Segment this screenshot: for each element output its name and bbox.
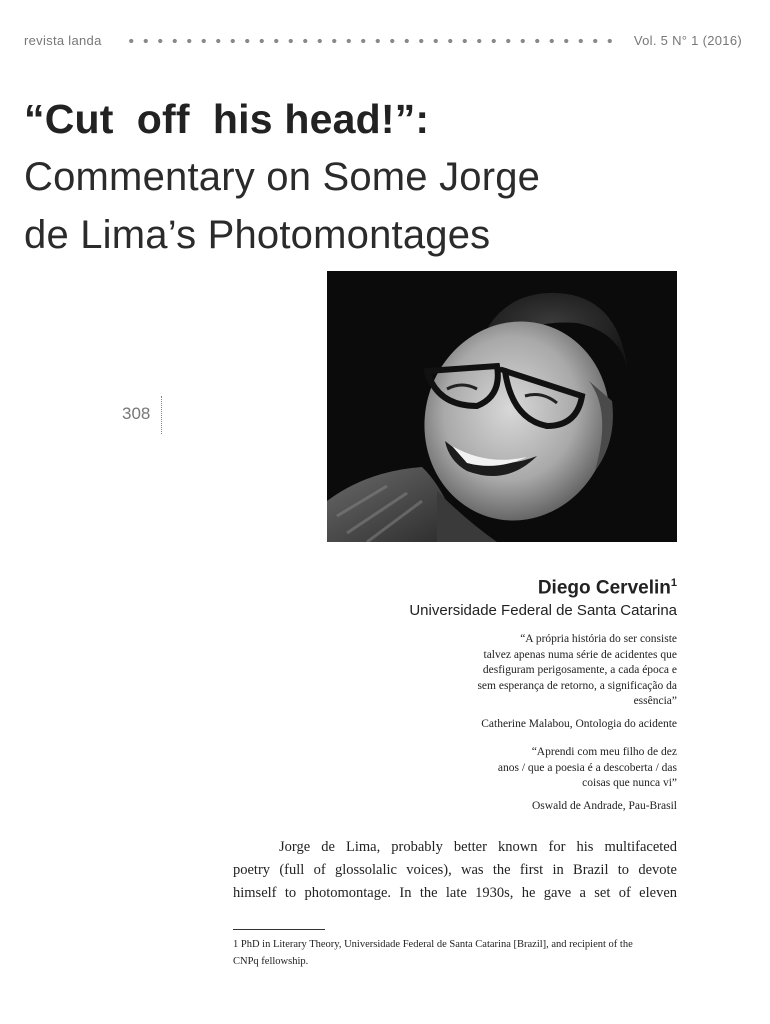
epigraph-line: coisas que nunca vi” [582,777,677,789]
epigraph-line: “A própria história do ser consiste [520,633,677,645]
portrait-illustration [327,271,677,542]
author-affiliation: Universidade Federal de Santa Catarina [409,602,677,620]
title-subtitle-line1: Commentary on Some Jorge [24,155,541,199]
title-main: “Cut off his head!”: [24,96,430,142]
issue-info: Vol. 5 N° 1 (2016) [633,33,742,48]
page-number: 308 [122,404,151,423]
author-block [409,577,677,619]
epigraph-attribution: Catherine Malabou, Ontologia do acidente [481,717,677,730]
body-line: poetry (full of glossolalic voices), was the first in Brazil to devote [233,862,677,878]
page-number-divider [161,396,162,434]
body-line: himself to photomontage. In the late 1930s, he gave a set of eleven [233,885,677,901]
author-name [409,577,677,599]
author-footnote-marker: 1 [670,577,677,589]
author-portrait-photo [327,271,677,542]
footnote [233,936,677,970]
author-name-text: Diego Cervelin [537,577,671,599]
footnote-line: 1 PhD in Literary Theory, Universidade Federal de Santa Catarina [Brazil], and recipient of the [233,939,633,950]
header-dot-leader [124,38,612,44]
footnote-rule [233,929,325,930]
epigraph-line: sem esperança de retorno, a significação da [477,679,677,692]
body-line: Jorge de Lima, probably better known for his multifaceted [279,839,677,855]
footnote-line: CNPq fellowship. [233,956,309,967]
epigraph-malabou [477,632,677,732]
epigraph-line: anos / que a poesia é a descoberta / das [497,761,677,774]
running-header [24,33,742,51]
epigraph-line: desfiguram perigosamente, a cada época e [482,664,677,676]
epigraph-line: “Aprendi com meu filho de dez [531,746,677,758]
epigraph-attribution: Oswald de Andrade, Pau-Brasil [532,799,677,812]
body-paragraph [233,836,677,905]
title-subtitle-line2: de Lima’s Photomontages [24,213,491,257]
journal-name: revista landa [24,33,102,48]
epigraph-oswald [498,745,677,814]
epigraph-line: essência” [633,695,677,707]
epigraph-line: talvez apenas numa série de acidentes que [483,648,677,661]
